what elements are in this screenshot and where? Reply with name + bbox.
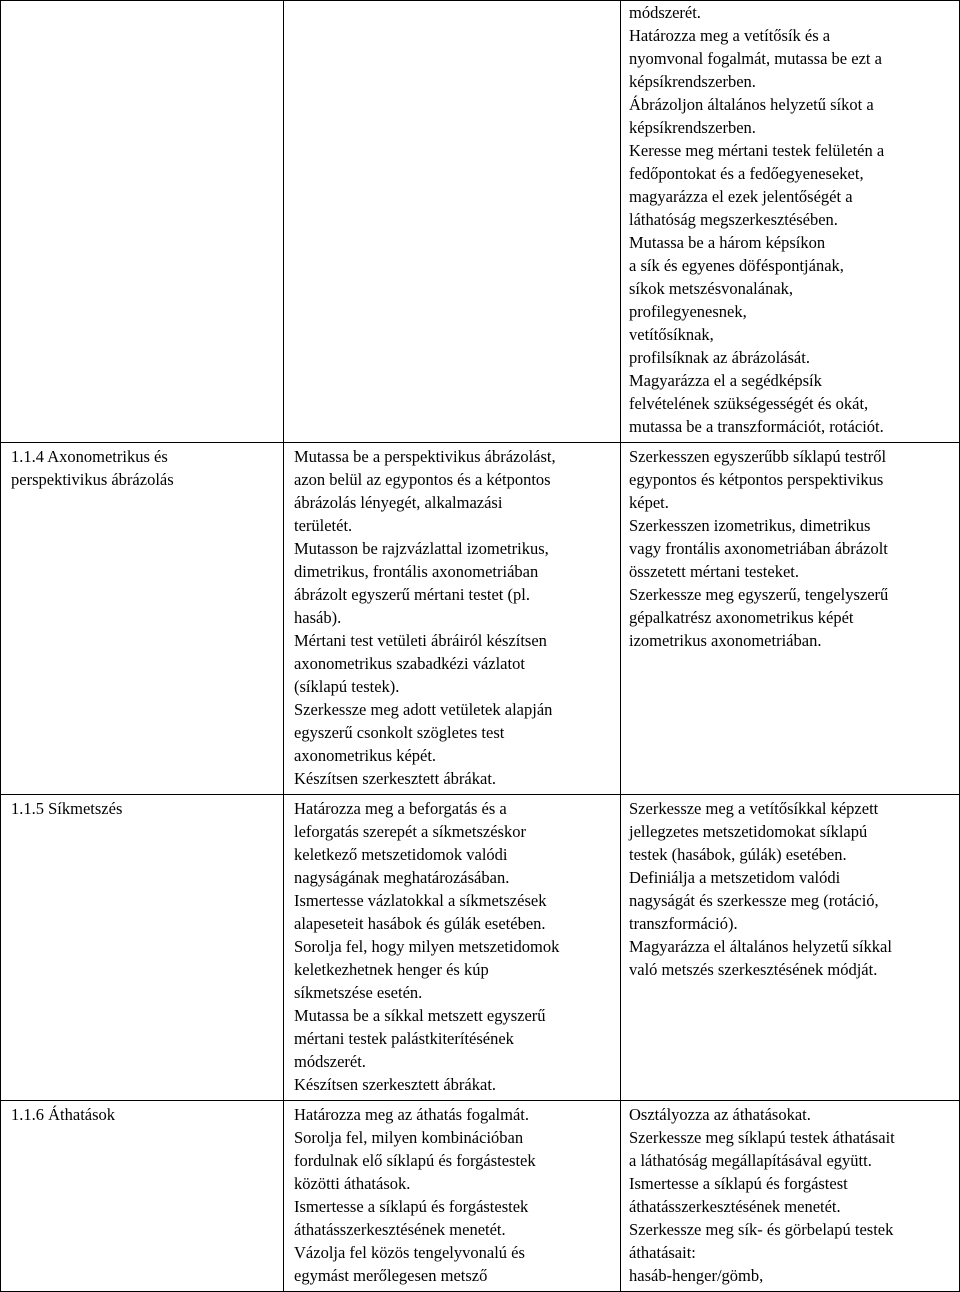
text-line: képet. bbox=[629, 493, 669, 512]
table-row bbox=[1, 1101, 960, 1292]
topic-title: perspektivikus ábrázolás bbox=[11, 470, 174, 489]
topic-title: 1.1.5 Síkmetszés bbox=[11, 799, 123, 818]
text-line: a sík és egyenes döféspontjának, bbox=[629, 256, 844, 275]
text-line: Magyarázza el általános helyzetű síkkal bbox=[629, 937, 892, 956]
text-line: fordulnak elő síklapú és forgástestek bbox=[294, 1151, 536, 1170]
text-line: mértani testek palástkiterítésének bbox=[294, 1029, 514, 1048]
text-line: képsíkrendszerben. bbox=[629, 72, 756, 91]
text-line: áthatásszerkesztésének menetét. bbox=[294, 1220, 506, 1239]
text-line: keletkező metszetidomok valódi bbox=[294, 845, 508, 864]
text-line: áthatásait: bbox=[629, 1243, 696, 1262]
text-line: hasáb-henger/gömb, bbox=[629, 1266, 764, 1285]
text-line: nyomvonal fogalmát, mutassa be ezt a bbox=[629, 49, 882, 68]
text-line: Szerkessze meg síklapú testek áthatásait bbox=[629, 1128, 895, 1147]
text-line: azon belül az egypontos és a kétpontos bbox=[294, 470, 551, 489]
text-line: nagyságát és szerkessze meg (rotáció, bbox=[629, 891, 879, 910]
text-line: profilsíknak az ábrázolását. bbox=[629, 348, 810, 367]
text-line: nagyságának meghatározásában. bbox=[294, 868, 510, 887]
text-line: Ismertesse a síklapú és forgástestek bbox=[294, 1197, 529, 1216]
text-line: Szerkessze meg sík- és görbelapú testek bbox=[629, 1220, 894, 1239]
text-line: egymást merőlegesen metsző bbox=[294, 1266, 488, 1285]
table-row bbox=[1, 443, 960, 795]
text-line: izometrikus axonometriában. bbox=[629, 631, 822, 650]
topic-cell bbox=[1, 1101, 284, 1292]
text-line: testek (hasábok, gúlák) esetében. bbox=[629, 845, 847, 864]
text-line: hasáb). bbox=[294, 608, 342, 627]
text-line: (síklapú testek). bbox=[294, 677, 400, 696]
advanced-requirements-cell bbox=[621, 443, 960, 795]
text-line: Vázolja fel közös tengelyvonalú és bbox=[294, 1243, 525, 1262]
text-line: Mutassa be a síkkal metszett egyszerű bbox=[294, 1006, 546, 1025]
text-line: fedőpontokat és a fedőegyeneseket, bbox=[629, 164, 864, 183]
text-line: profilegyenesnek, bbox=[629, 302, 747, 321]
text-line: képsíkrendszerben. bbox=[629, 118, 756, 137]
text-line: Mutasson be rajzvázlattal izometrikus, bbox=[294, 539, 549, 558]
advanced-requirements-cell bbox=[621, 1, 960, 443]
text-line: magyarázza el ezek jelentőségét a bbox=[629, 187, 853, 206]
text-line: Mutassa be a perspektivikus ábrázolást, bbox=[294, 447, 556, 466]
text-line: keletkezhetnek henger és kúp bbox=[294, 960, 489, 979]
text-line: Készítsen szerkesztett ábrákat. bbox=[294, 1075, 497, 1094]
text-line: Mértani test vetületi ábráiról készítsen bbox=[294, 631, 547, 650]
text-line: ábrázolt egyszerű mértani testet (pl. bbox=[294, 585, 530, 604]
text-line: egypontos és kétpontos perspektivikus bbox=[629, 470, 884, 489]
text-line: Sorolja fel, milyen kombinációban bbox=[294, 1128, 524, 1147]
text-line: síkok metszésvonalának, bbox=[629, 279, 794, 298]
text-line: leforgatás szerepét a síkmetszéskor bbox=[294, 822, 526, 841]
text-line: alapeseteit hasábok és gúlák esetében. bbox=[294, 914, 546, 933]
text-line: Szerkesszen izometrikus, dimetrikus bbox=[629, 516, 871, 535]
topic-title: 1.1.4 Axonometrikus és bbox=[11, 447, 168, 466]
text-line: Szerkessze meg adott vetületek alapján bbox=[294, 700, 553, 719]
text-line: való metszés szerkesztésének módját. bbox=[629, 960, 878, 979]
table-row bbox=[1, 795, 960, 1101]
text-line: módszerét. bbox=[629, 3, 701, 22]
text-line: Határozza meg a beforgatás és a bbox=[294, 799, 507, 818]
text-line: területét. bbox=[294, 516, 353, 535]
text-line: összetett mértani testeket. bbox=[629, 562, 799, 581]
text-line: áthatásszerkesztésének menetét. bbox=[629, 1197, 841, 1216]
advanced-requirements-cell bbox=[621, 1101, 960, 1292]
text-line: dimetrikus, frontális axonometriában bbox=[294, 562, 539, 581]
text-line: Ismertesse a síklapú és forgástest bbox=[629, 1174, 848, 1193]
topic-cell bbox=[1, 795, 284, 1101]
text-line: közötti áthatások. bbox=[294, 1174, 411, 1193]
text-line: Határozza meg az áthatás fogalmát. bbox=[294, 1105, 529, 1124]
text-line: Ismertesse vázlatokkal a síkmetszések bbox=[294, 891, 547, 910]
text-line: a láthatóság megállapításával együtt. bbox=[629, 1151, 872, 1170]
topic-cell bbox=[1, 1, 284, 443]
text-line: mutassa be a transzformációt, rotációt. bbox=[629, 417, 884, 436]
text-line: vetítősíknak, bbox=[629, 325, 714, 344]
text-line: Szerkessze meg egyszerű, tengelyszerű bbox=[629, 585, 889, 604]
text-line: felvételének szükségességét és okát, bbox=[629, 394, 869, 413]
advanced-requirements-cell bbox=[621, 795, 960, 1101]
text-line: síkmetszése esetén. bbox=[294, 983, 423, 1002]
text-line: ábrázolás lényegét, alkalmazási bbox=[294, 493, 503, 512]
text-line: jellegzetes metszetidomokat síklapú bbox=[629, 822, 868, 841]
topic-cell bbox=[1, 443, 284, 795]
text-line: láthatóság megszerkesztésében. bbox=[629, 210, 838, 229]
minimum-requirements-cell bbox=[284, 1101, 621, 1292]
text-line: Osztályozza az áthatásokat. bbox=[629, 1105, 811, 1124]
text-line: Definiálja a metszetidom valódi bbox=[629, 868, 841, 887]
text-line: egyszerű csonkolt szögletes test bbox=[294, 723, 505, 742]
text-line: Magyarázza el a segédképsík bbox=[629, 371, 822, 390]
text-line: gépalkatrész axonometrikus képét bbox=[629, 608, 854, 627]
minimum-requirements-cell bbox=[284, 443, 621, 795]
text-line: Szerkessze meg a vetítősíkkal képzett bbox=[629, 799, 879, 818]
text-line: Sorolja fel, hogy milyen metszetidomok bbox=[294, 937, 560, 956]
topic-title: 1.1.6 Áthatások bbox=[11, 1105, 116, 1124]
minimum-requirements-cell bbox=[284, 1, 621, 443]
text-line: Határozza meg a vetítősík és a bbox=[629, 26, 831, 45]
text-line: axonometrikus képét. bbox=[294, 746, 437, 765]
text-line: módszerét. bbox=[294, 1052, 366, 1071]
text-line: Keresse meg mértani testek felületén a bbox=[629, 141, 885, 160]
table-row bbox=[1, 1, 960, 443]
text-line: Mutassa be a három képsíkon bbox=[629, 233, 826, 252]
text-line: axonometrikus szabadkézi vázlatot bbox=[294, 654, 525, 673]
minimum-requirements-cell bbox=[284, 795, 621, 1101]
text-line: Szerkesszen egyszerűbb síklapú testről bbox=[629, 447, 887, 466]
text-line: Készítsen szerkesztett ábrákat. bbox=[294, 769, 497, 788]
text-line: transzformáció). bbox=[629, 914, 738, 933]
text-line: Ábrázoljon általános helyzetű síkot a bbox=[629, 95, 874, 114]
text-line: vagy frontális axonometriában ábrázolt bbox=[629, 539, 888, 558]
